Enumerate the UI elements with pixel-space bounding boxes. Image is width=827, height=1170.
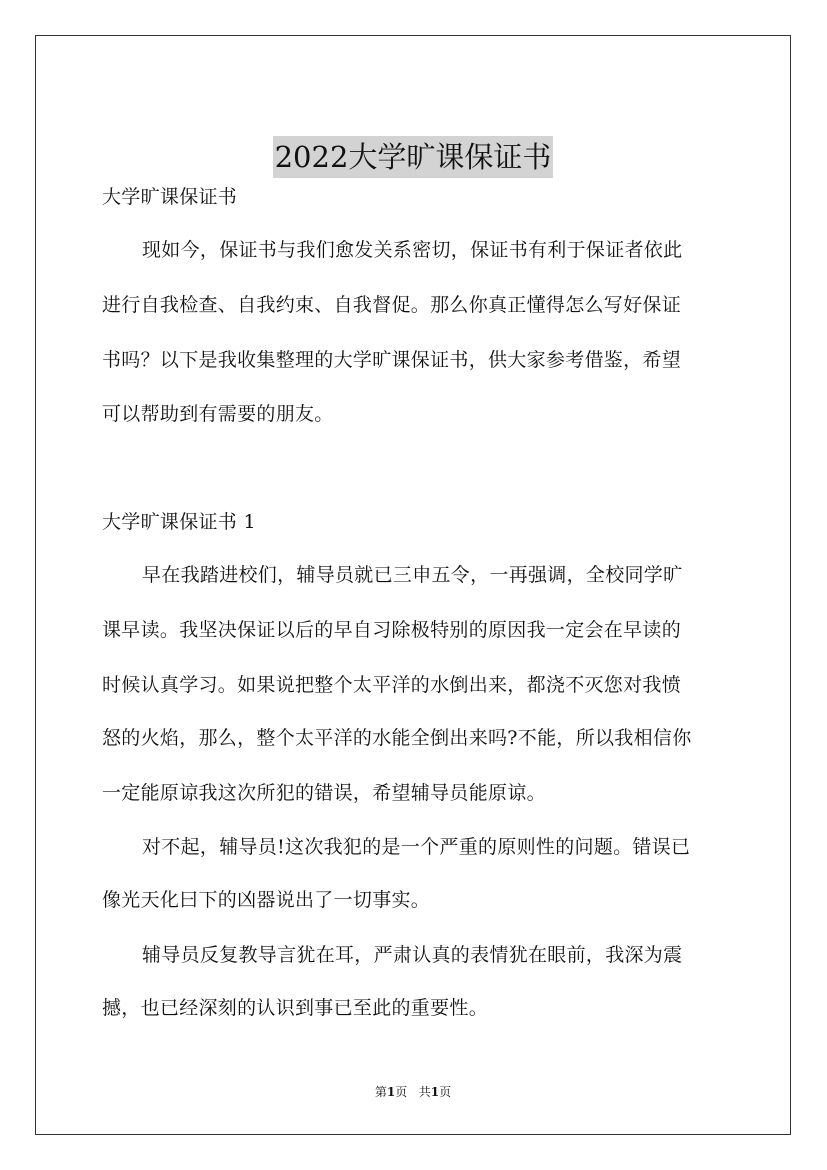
section-line: 对不起，辅导员!这次我犯的是一个严重的原则性的问题。错误已	[142, 836, 691, 858]
intro-line: 书吗？以下是我收集整理的大学旷课保证书，供大家参考借鉴，希望	[102, 349, 682, 371]
document-page	[35, 35, 791, 1135]
footer-page-mid: 页 共	[395, 1085, 431, 1099]
footer-page-current: 1	[386, 1085, 396, 1099]
intro-line: 进行自我检查、自我约束、自我督促。那么你真正懂得怎么写好保证	[102, 294, 682, 316]
title-container	[36, 136, 790, 178]
section-heading: 大学旷课保证书 1	[102, 511, 256, 533]
footer-page-suffix: 页	[439, 1085, 452, 1099]
intro-line: 可以帮助到有需要的朋友。	[102, 403, 334, 425]
section-line: 辅导员反复教导言犹在耳，严肃认真的表情犹在眼前，我深为震	[142, 944, 683, 966]
document-heading: 大学旷课保证书	[102, 186, 238, 208]
section-line: 撼，也已经深刻的认识到事已至此的重要性。	[102, 997, 489, 1019]
section-line: 时候认真学习。如果说把整个太平洋的水倒出来，都浇不灭您对我愤	[102, 674, 682, 696]
document-title: 2022大学旷课保证书	[273, 136, 554, 178]
footer-page-prefix: 第	[374, 1085, 387, 1099]
section-line: 早在我踏进校们，辅导员就已三申五令，一再强调，全校同学旷	[142, 564, 683, 586]
intro-line: 现如今，保证书与我们愈发关系密切，保证书有利于保证者依此	[142, 239, 683, 261]
section-line: 课早读。我坚决保证以后的早自习除极特别的原因我一定会在早读的	[102, 619, 682, 641]
footer-page-total: 1	[430, 1085, 440, 1099]
section-line: 怒的火焰，那么，整个太平洋的水能全倒出来吗?不能，所以我相信你	[102, 727, 692, 749]
section-line: 一定能原谅我这次所犯的错误，希望辅导员能原谅。	[102, 782, 546, 804]
section-line: 像光天化曰下的凶器说出了一切事实。	[102, 889, 431, 911]
page-footer	[36, 1084, 790, 1100]
